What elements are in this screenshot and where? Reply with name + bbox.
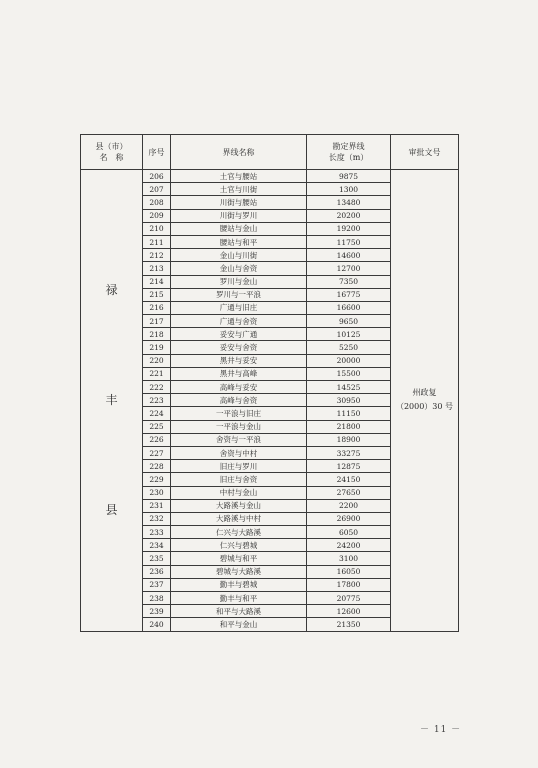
table-body	[81, 170, 459, 632]
line-name-cell: 一平浪与金山	[171, 420, 307, 433]
seq-cell: 218	[143, 328, 171, 341]
header-length: 勘定界线 长度（m）	[307, 135, 391, 170]
line-name-cell: 川街与罗川	[171, 209, 307, 222]
line-name-cell: 碧城与大路溪	[171, 565, 307, 578]
length-cell: 6050	[307, 526, 391, 539]
header-line-name: 界线名称	[171, 135, 307, 170]
line-name-cell: 大路溪与中村	[171, 512, 307, 525]
header-seq: 序号	[143, 135, 171, 170]
seq-cell: 236	[143, 565, 171, 578]
county-char: 丰	[105, 393, 118, 408]
line-name-cell: 土官与川街	[171, 183, 307, 196]
line-name-cell: 黑井与妥安	[171, 354, 307, 367]
length-cell: 20775	[307, 592, 391, 605]
seq-cell: 234	[143, 539, 171, 552]
seq-cell: 237	[143, 578, 171, 591]
seq-cell: 224	[143, 407, 171, 420]
line-name-cell: 勤丰与和平	[171, 592, 307, 605]
page-number: － 11 －	[420, 725, 462, 735]
length-cell: 30950	[307, 394, 391, 407]
line-name-cell: 旧庄与舍资	[171, 473, 307, 486]
line-name-cell: 广通与舍资	[171, 315, 307, 328]
length-cell: 14600	[307, 249, 391, 262]
line-name-cell: 黑井与高峰	[171, 367, 307, 380]
length-cell: 11750	[307, 235, 391, 248]
line-name-cell: 仁兴与碧城	[171, 539, 307, 552]
seq-cell: 208	[143, 196, 171, 209]
seq-cell: 239	[143, 605, 171, 618]
seq-cell: 220	[143, 354, 171, 367]
length-cell: 13480	[307, 196, 391, 209]
seq-cell: 212	[143, 249, 171, 262]
seq-cell: 230	[143, 486, 171, 499]
length-cell: 12600	[307, 605, 391, 618]
line-name-cell: 仁兴与大路溪	[171, 526, 307, 539]
seq-cell: 209	[143, 209, 171, 222]
header-approval: 审批文号	[391, 135, 459, 170]
seq-cell: 216	[143, 301, 171, 314]
table-header-row	[81, 135, 459, 170]
line-name-cell: 大路溪与金山	[171, 499, 307, 512]
length-cell: 26900	[307, 512, 391, 525]
line-name-cell: 旧庄与罗川	[171, 460, 307, 473]
approval-doc-cell: 州政复 （2000）30 号	[391, 170, 459, 632]
length-cell: 12875	[307, 460, 391, 473]
seq-cell: 235	[143, 552, 171, 565]
seq-cell: 206	[143, 170, 171, 183]
line-name-cell: 妥安与舍资	[171, 341, 307, 354]
length-cell: 18900	[307, 433, 391, 446]
length-cell: 24200	[307, 539, 391, 552]
seq-cell: 240	[143, 618, 171, 631]
table-row	[81, 170, 459, 183]
length-cell: 21800	[307, 420, 391, 433]
seq-cell: 219	[143, 341, 171, 354]
county-char: 县	[105, 503, 118, 518]
length-cell: 3100	[307, 552, 391, 565]
seq-cell: 217	[143, 315, 171, 328]
line-name-cell: 和平与大路溪	[171, 605, 307, 618]
seq-cell: 225	[143, 420, 171, 433]
line-name-cell: 罗川与金山	[171, 275, 307, 288]
length-cell: 9650	[307, 315, 391, 328]
length-cell: 11150	[307, 407, 391, 420]
seq-cell: 238	[143, 592, 171, 605]
line-name-cell: 勤丰与碧城	[171, 578, 307, 591]
seq-cell: 227	[143, 446, 171, 459]
seq-cell: 233	[143, 526, 171, 539]
seq-cell: 211	[143, 235, 171, 248]
length-cell: 7350	[307, 275, 391, 288]
length-cell: 15500	[307, 367, 391, 380]
length-cell: 19200	[307, 222, 391, 235]
county-char: 禄	[105, 283, 118, 298]
seq-cell: 215	[143, 288, 171, 301]
seq-cell: 232	[143, 512, 171, 525]
line-name-cell: 腰站与和平	[171, 235, 307, 248]
county-name-cell	[81, 170, 143, 632]
line-name-cell: 和平与金山	[171, 618, 307, 631]
length-cell: 10125	[307, 328, 391, 341]
line-name-cell: 舍资与一平浪	[171, 433, 307, 446]
length-cell: 16600	[307, 301, 391, 314]
line-name-cell: 高峰与妥安	[171, 381, 307, 394]
length-cell: 21350	[307, 618, 391, 631]
line-name-cell: 土官与腰站	[171, 170, 307, 183]
line-name-cell: 舍资与中村	[171, 446, 307, 459]
header-county: 县（市） 名 称	[81, 135, 143, 170]
seq-cell: 221	[143, 367, 171, 380]
seq-cell: 229	[143, 473, 171, 486]
length-cell: 24150	[307, 473, 391, 486]
seq-cell: 213	[143, 262, 171, 275]
line-name-cell: 罗川与一平浪	[171, 288, 307, 301]
length-cell: 33275	[307, 446, 391, 459]
seq-cell: 207	[143, 183, 171, 196]
length-cell: 12700	[307, 262, 391, 275]
line-name-cell: 一平浪与旧庄	[171, 407, 307, 420]
seq-cell: 210	[143, 222, 171, 235]
length-cell: 1300	[307, 183, 391, 196]
line-name-cell: 腰站与金山	[171, 222, 307, 235]
length-cell: 17800	[307, 578, 391, 591]
length-cell: 14525	[307, 381, 391, 394]
line-name-cell: 中村与金山	[171, 486, 307, 499]
length-cell: 9875	[307, 170, 391, 183]
length-cell: 20000	[307, 354, 391, 367]
length-cell: 16050	[307, 565, 391, 578]
length-cell: 20200	[307, 209, 391, 222]
line-name-cell: 金山与舍资	[171, 262, 307, 275]
length-cell: 5250	[307, 341, 391, 354]
line-name-cell: 金山与川街	[171, 249, 307, 262]
line-name-cell: 广通与旧庄	[171, 301, 307, 314]
line-name-cell: 碧城与和平	[171, 552, 307, 565]
seq-cell: 214	[143, 275, 171, 288]
seq-cell: 228	[143, 460, 171, 473]
length-cell: 16775	[307, 288, 391, 301]
length-cell: 27650	[307, 486, 391, 499]
line-name-cell: 妥安与广通	[171, 328, 307, 341]
seq-cell: 223	[143, 394, 171, 407]
line-name-cell: 高峰与舍资	[171, 394, 307, 407]
seq-cell: 222	[143, 381, 171, 394]
seq-cell: 231	[143, 499, 171, 512]
boundary-table	[80, 134, 459, 632]
seq-cell: 226	[143, 433, 171, 446]
line-name-cell: 川街与腰站	[171, 196, 307, 209]
length-cell: 2200	[307, 499, 391, 512]
